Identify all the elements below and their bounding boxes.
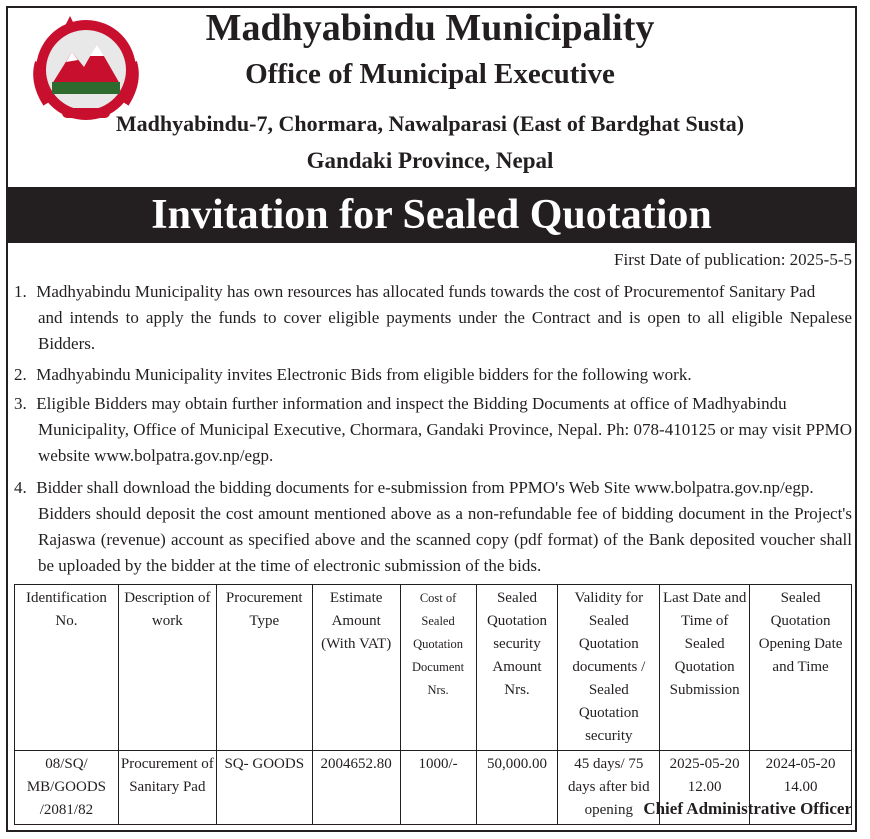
office-name: Office of Municipal Executive [245, 58, 615, 90]
table-cell: 50,000.00 [476, 751, 558, 825]
paragraph-number: 4. [14, 478, 27, 497]
column-header: Identification No. [15, 585, 119, 751]
column-header: Validity for Sealed Quotation documents / Sealed Quotation security [558, 585, 660, 751]
column-header: Sealed Quotation security Amount Nrs. [476, 585, 558, 751]
column-header: Description of work [118, 585, 216, 751]
table-cell: 45 days/ 75 days after bid opening [558, 751, 660, 825]
paragraph-1 [14, 279, 852, 357]
table-cell: SQ- GOODS [216, 751, 312, 825]
notice-title: Invitation for Sealed Quotation [6, 187, 857, 243]
paragraph-2 [14, 362, 852, 388]
paragraph-3 [14, 391, 852, 469]
column-header: Estimate Amount (With VAT) [312, 585, 400, 751]
province: Gandaki Province, Nepal [306, 148, 554, 173]
paragraph-continuation: Municipality, Office of Municipal Executive, Chormara, Gandaki Province, Nepal. Ph: 078-410125 or may visit PPMO website www.bolpatra.gov.np/egp. [38, 420, 852, 465]
signature: Chief Administrative Officer [643, 799, 852, 818]
table-cell: 2025-05-20 12.00 [660, 751, 750, 825]
table-cell: 08/SQ/ MB/GOODS /2081/82 [15, 751, 119, 825]
table-cell: 2024-05-20 14.00 [750, 751, 852, 825]
paragraph-continuation: and intends to apply the funds to cover eligible payments under the Contract and is open to all eligible Nepalese Bidders. [38, 308, 852, 353]
column-header: Cost of Sealed Quotation Document Nrs. [400, 585, 476, 751]
paragraph-first-line: Bidder shall download the bidding documents for e-submission from PPMO's Web Site www.bolpatra.gov.np/egp. [36, 478, 814, 497]
paragraph-number: 1. [14, 282, 27, 301]
column-header: Procurement Type [216, 585, 312, 751]
paragraph-number: 2. [14, 365, 27, 384]
column-header: Last Date and Time of Sealed Quotation Submission [660, 585, 750, 751]
table-cell: 1000/- [400, 751, 476, 825]
publication-date: First Date of publication: 2025-5-5 [614, 250, 852, 269]
paragraph-4 [14, 475, 852, 579]
paragraph-first-line: Madhyabindu Municipality invites Electronic Bids from eligible bidders for the following work. [36, 365, 692, 384]
paragraph-first-line: Eligible Bidders may obtain further information and inspect the Bidding Documents at office of Madhyabindu [36, 394, 787, 413]
paragraph-number: 3. [14, 394, 27, 413]
table-header-row [15, 585, 852, 751]
municipality-name: Madhyabindu Municipality [205, 7, 655, 49]
paragraph-continuation: Bidders should deposit the cost amount mentioned above as a non-refundable fee of bidding document in the Project's Rajaswa (revenue) account as specified above and the scanned copy (pdf format) of the Bank deposited voucher shall be uploaded by the bidder at the time of electronic submission of the bids. [38, 504, 852, 575]
office-address: Madhyabindu-7, Chormara, Nawalparasi (East of Bardghat Susta) [115, 111, 745, 136]
bid-table [14, 584, 852, 825]
table-cell: Procurement of Sanitary Pad [118, 751, 216, 825]
column-header: Sealed Quotation Opening Date and Time [750, 585, 852, 751]
paragraph-first-line: Madhyabindu Municipality has own resources has allocated funds towards the cost of Procurementof Sanitary Pad [36, 282, 816, 301]
table-cell: 2004652.80 [312, 751, 400, 825]
